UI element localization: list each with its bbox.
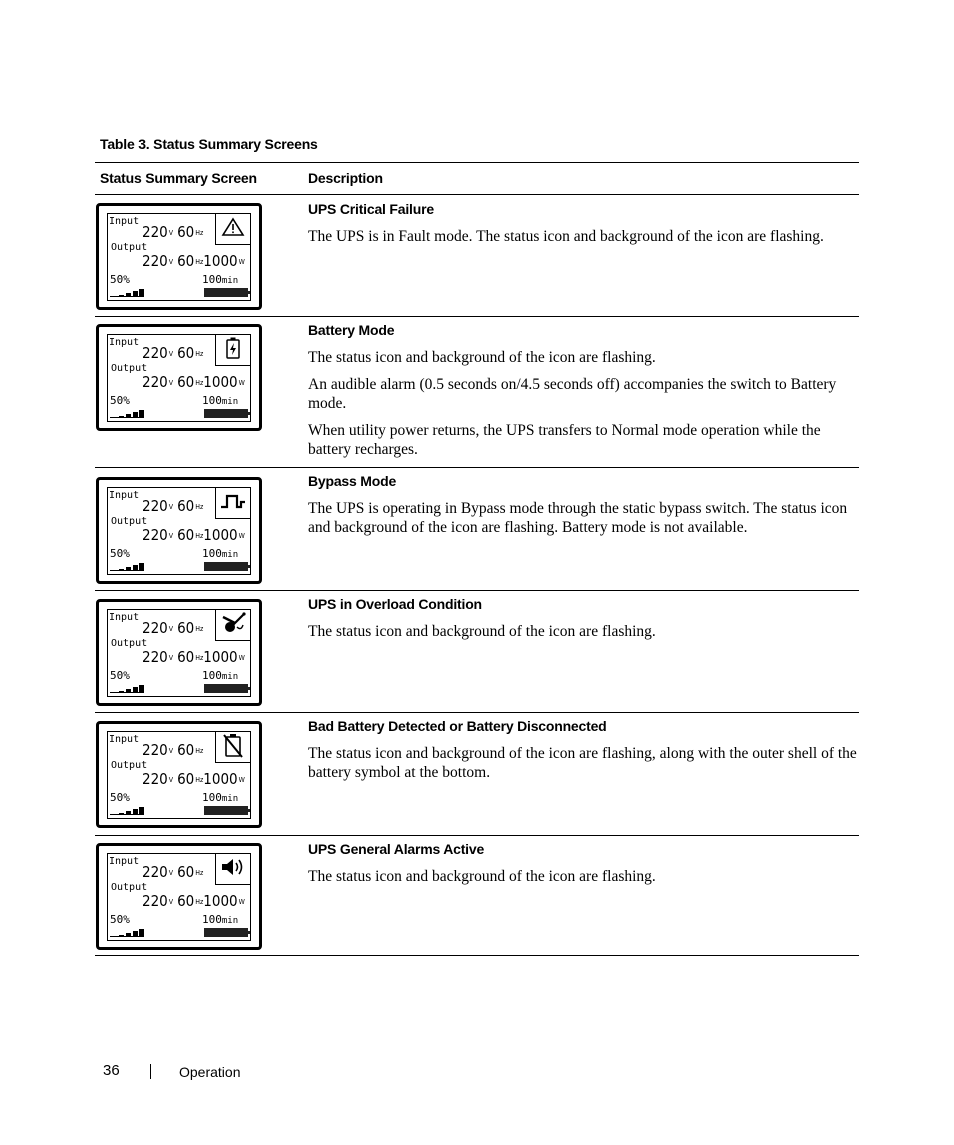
table-row [95,195,859,316]
lcd-output-label: Output [111,882,148,893]
table-caption: Table 3. Status Summary Screens [100,136,318,152]
lcd-input-label: Input [109,734,140,745]
lcd-screen [96,477,262,584]
lcd-screen [96,324,262,431]
lcd-runtime: 100min [202,273,239,286]
header-description: Description [308,170,383,186]
lcd-input-readout: $220^V$ $60^{Hz}$ [142,223,204,241]
lcd-screen [96,203,262,310]
description-paragraph: The UPS is in Fault mode. The status icon and background of the icon are flashing. [308,228,824,245]
load-bars-icon [110,685,144,693]
lcd-input-readout: $220^V$ $60^{Hz}$ [142,344,204,362]
bypass-waveform-icon [219,492,247,514]
load-bars-icon [110,929,144,937]
row-title: UPS Critical Failure [308,201,434,217]
table-row [95,712,859,835]
lcd-runtime: 100min [202,791,239,804]
lcd-load-percent: 50% [110,791,130,804]
lcd-load-percent: 50% [110,913,130,926]
load-bars-icon [110,289,144,297]
lcd-output-readout: $220^V$ $60^{Hz}1000^W$ [142,892,245,910]
lcd-screen [96,599,262,706]
description-paragraph: The UPS is operating in Bypass mode through the static bypass switch. The status icon and background of the icon are flashing. Battery mode is not available. [308,500,848,536]
battery-runtime-bar-icon [204,928,248,937]
lcd-status-icon-box [215,854,250,885]
lcd-output-readout: $220^V$ $60^{Hz}1000^W$ [142,373,245,391]
row-rule [95,955,859,956]
lcd-output-label: Output [111,242,148,253]
description-paragraph: An audible alarm (0.5 seconds on/4.5 seconds off) accompanies the switch to Battery mode. [308,376,837,412]
row-title: Bad Battery Detected or Battery Disconnected [308,718,607,734]
lcd-display [107,853,251,941]
description-paragraph: The status icon and background of the icon are flashing. [308,868,656,885]
row-description [308,195,858,254]
footer-section: Operation [179,1064,241,1080]
load-bars-icon [110,563,144,571]
table-row [95,316,859,467]
lcd-input-readout: $220^V$ $60^{Hz}$ [142,863,204,881]
battery-runtime-bar-icon [204,288,248,297]
load-bars-icon [110,410,144,418]
lcd-runtime: 100min [202,547,239,560]
lcd-output-label: Output [111,363,148,374]
lcd-load-percent: 50% [110,547,130,560]
lcd-output-label: Output [111,760,148,771]
lcd-output-readout: $220^V$ $60^{Hz}1000^W$ [142,648,245,666]
lcd-output-label: Output [111,516,148,527]
lcd-runtime: 100min [202,913,239,926]
lcd-runtime: 100min [202,394,239,407]
lcd-input-readout: $220^V$ $60^{Hz}$ [142,619,204,637]
lcd-input-label: Input [109,216,140,227]
lcd-display [107,731,251,819]
description-paragraph: The status icon and background of the icon are flashing. [308,623,656,640]
row-description [308,316,858,467]
description-paragraph: When utility power returns, the UPS transfers to Normal mode operation while the battery recharges. [308,422,821,458]
lcd-status-icon-box [215,488,250,519]
lcd-output-readout: $220^V$ $60^{Hz}1000^W$ [142,252,245,270]
table-top-rule [95,162,859,163]
header-status-screen: Status Summary Screen [100,170,257,186]
lcd-display [107,487,251,575]
description-paragraph: The status icon and background of the icon are flashing, along with the outer shell of the battery symbol at the bottom. [308,745,857,781]
page-number: 36 [103,1062,120,1079]
lcd-display [107,609,251,697]
description-paragraph: The status icon and background of the icon are flashing. [308,349,656,366]
lcd-input-label: Input [109,612,140,623]
lcd-status-icon-box [215,214,250,245]
lcd-input-readout: $220^V$ $60^{Hz}$ [142,497,204,515]
lcd-output-label: Output [111,638,148,649]
table-row [95,467,859,590]
row-description [308,467,858,545]
lcd-screen [96,721,262,828]
lcd-output-readout: $220^V$ $60^{Hz}1000^W$ [142,770,245,788]
battery-runtime-bar-icon [204,409,248,418]
lcd-display [107,334,251,422]
lcd-screen [96,843,262,950]
table-row [95,590,859,712]
lcd-input-label: Input [109,337,140,348]
lcd-output-readout: $220^V$ $60^{Hz}1000^W$ [142,526,245,544]
speaker-alarm-icon [219,856,247,882]
lcd-status-icon-box [215,610,250,641]
lcd-runtime: 100min [202,669,239,682]
bad-battery-icon [223,732,243,762]
warning-triangle-icon [221,217,245,241]
lcd-load-percent: 50% [110,394,130,407]
lcd-load-percent: 50% [110,273,130,286]
lcd-display [107,213,251,301]
lcd-status-icon-box [215,335,250,366]
row-title: UPS General Alarms Active [308,841,485,857]
row-title: Bypass Mode [308,473,397,489]
footer-separator [150,1064,151,1079]
battery-bolt-icon [225,336,241,364]
lcd-status-icon-box [215,732,250,763]
lcd-input-label: Input [109,856,140,867]
lcd-input-label: Input [109,490,140,501]
overload-gauge-icon [219,611,247,639]
row-description [308,590,858,649]
battery-runtime-bar-icon [204,806,248,815]
row-title: UPS in Overload Condition [308,596,482,612]
load-bars-icon [110,807,144,815]
lcd-input-readout: $220^V$ $60^{Hz}$ [142,741,204,759]
battery-runtime-bar-icon [204,562,248,571]
battery-runtime-bar-icon [204,684,248,693]
row-title: Battery Mode [308,322,395,338]
row-description [308,835,858,894]
row-description [308,712,858,790]
table-row [95,835,859,955]
lcd-load-percent: 50% [110,669,130,682]
